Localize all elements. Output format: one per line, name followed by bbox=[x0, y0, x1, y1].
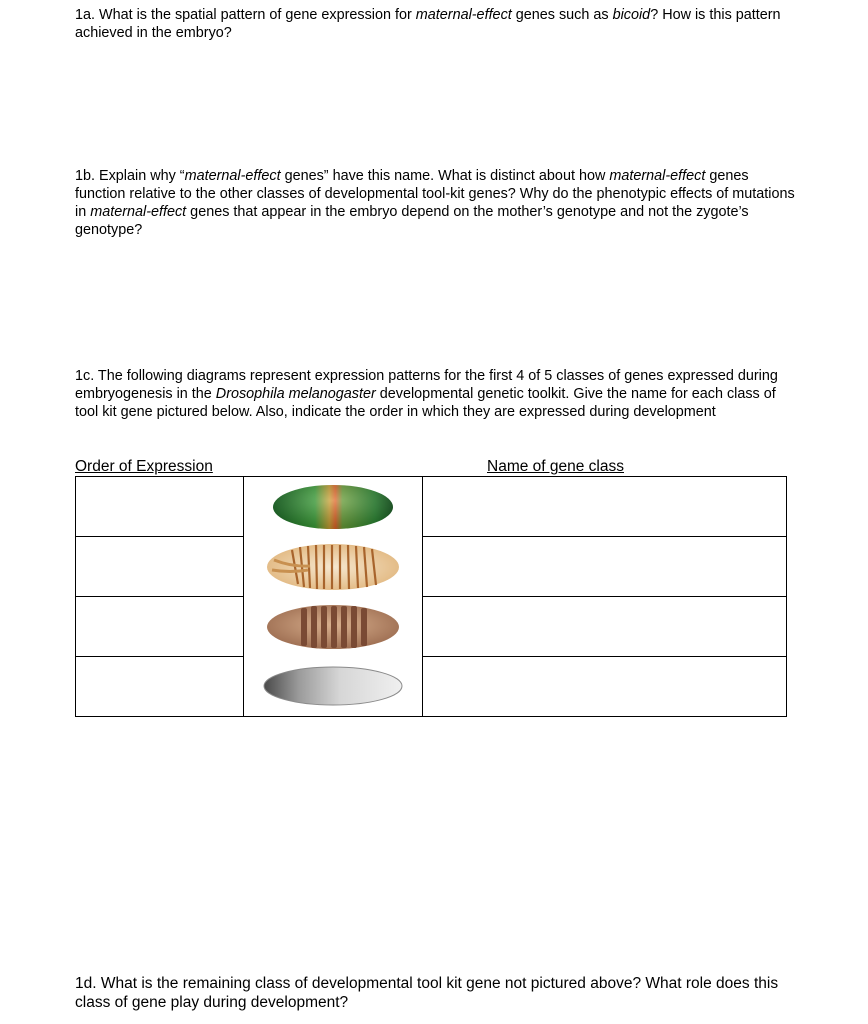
q1a-text-2: genes such as bbox=[511, 7, 613, 23]
embryo-image-cell bbox=[244, 597, 423, 657]
table-row bbox=[76, 657, 787, 717]
q1b-text-4: genes that appear in the embryo depend on the mother’s genotype and not the zygote’s genotype? bbox=[75, 204, 749, 238]
gene-class-name-cell[interactable] bbox=[423, 597, 787, 657]
q1b-italic-2: maternal-effect bbox=[609, 168, 706, 184]
q1c-italic-1: Drosophila melanogaster bbox=[215, 386, 376, 402]
gene-class-name-cell[interactable] bbox=[423, 537, 787, 597]
q1a-italic-2: bicoid bbox=[612, 7, 651, 23]
q1a-text-1: 1a. What is the spatial pattern of gene expression for bbox=[75, 7, 416, 23]
q1b-italic-1: maternal-effect bbox=[184, 168, 281, 184]
gene-class-table bbox=[75, 476, 787, 717]
question-1a bbox=[75, 6, 795, 42]
embryo-image-cell bbox=[244, 477, 423, 537]
q1c-text-2: developmental genetic toolkit. Give the name for each class of tool kit gene pictured below. Also, indicate the order in which they are expressed during development bbox=[75, 386, 776, 420]
embryo-maternal-gradient-icon bbox=[260, 664, 406, 708]
order-of-expression-header: Order of Expression bbox=[75, 458, 213, 475]
table-row bbox=[76, 477, 787, 537]
q1a-text-3: ? How is this pattern achieved in the embryo? bbox=[75, 7, 781, 41]
order-cell[interactable] bbox=[76, 597, 244, 657]
embryo-segment-polarity-icon bbox=[262, 540, 404, 594]
embryo-image-cell bbox=[244, 657, 423, 717]
table-row bbox=[76, 537, 787, 597]
order-cell[interactable] bbox=[76, 537, 244, 597]
q1b-text-3: genes function relative to the other classes of developmental tool-kit genes? Why do the phenotypic effects of mutations in bbox=[75, 168, 795, 220]
q1b-text-1: 1b. Explain why “ bbox=[75, 168, 185, 184]
embryo-image-cell bbox=[244, 537, 423, 597]
q1b-italic-3: maternal-effect bbox=[90, 204, 187, 220]
question-1b bbox=[75, 167, 795, 239]
embryo-pair-rule-icon bbox=[263, 602, 403, 652]
q1a-italic-1: maternal-effect bbox=[415, 7, 512, 23]
order-cell[interactable] bbox=[76, 657, 244, 717]
table-row bbox=[76, 597, 787, 657]
gene-class-name-cell[interactable] bbox=[423, 657, 787, 717]
question-1c bbox=[75, 367, 795, 421]
gene-class-name-cell[interactable] bbox=[423, 477, 787, 537]
order-cell[interactable] bbox=[76, 477, 244, 537]
q1c-text-1: 1c. The following diagrams represent expression patterns for the first 4 of 5 classes of genes expressed during embryogenesis in the bbox=[75, 368, 778, 402]
name-of-gene-class-header: Name of gene class bbox=[487, 458, 624, 475]
embryo-gap-gene-icon bbox=[270, 482, 396, 532]
q1b-text-2: genes” have this name. What is distinct about how bbox=[280, 168, 610, 184]
question-1d: 1d. What is the remaining class of developmental tool kit gene not pictured above? What role does this class of gene play during development? bbox=[75, 975, 779, 1011]
